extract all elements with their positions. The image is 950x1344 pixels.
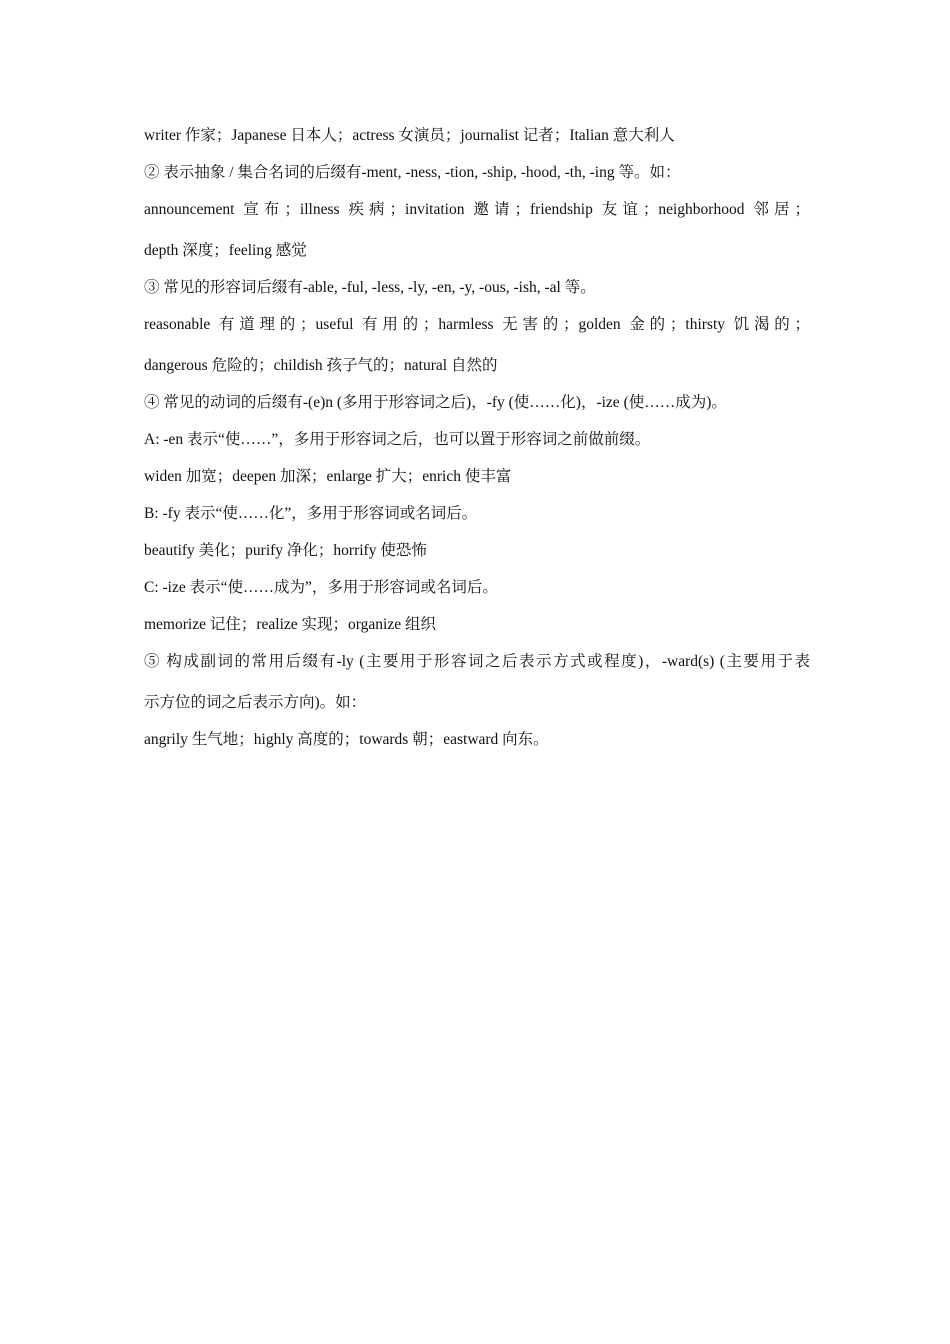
text-line-6: reasonable 有道理的；useful 有用的；harmless 无害的；golden 金的；thirsty 饥渴的；: [144, 316, 810, 333]
text-line-11: B: -fy 表示“使……化”，多用于形容词或名词后。: [144, 505, 478, 522]
text-line-15: ⑤ 构成副词的常用后缀有-ly (主要用于形容词之后表示方式或程度)，-ward(s) (主要用于表: [144, 653, 810, 670]
text-line-17: angrily 生气地；highly 高度的；towards 朝；eastward 向东。: [144, 731, 549, 748]
text-line-1: writer 作家；Japanese 日本人；actress 女演员；journalist 记者；Italian 意大利人: [144, 127, 675, 144]
text-line-8: ④ 常见的动词的后缀有-(e)n (多用于形容词之后)，-fy (使……化)，-ize (使……成为)。: [144, 394, 727, 411]
text-line-14: memorize 记住；realize 实现；organize 组织: [144, 616, 436, 633]
document-body: [144, 124, 810, 765]
text-line-3: announcement 宣布；illness 疾病；invitation 邀请；friendship 友谊；neighborhood 邻居；: [144, 201, 810, 218]
text-line-13: C: -ize 表示“使……成为”，多用于形容词或名词后。: [144, 579, 498, 596]
text-line-5: ③ 常见的形容词后缀有-able, -ful, -less, -ly, -en, -y, -ous, -ish, -al 等。: [144, 279, 596, 296]
text-line-16: 示方位的词之后表示方向)。如：: [144, 694, 367, 711]
text-line-10: widen 加宽；deepen 加深；enlarge 扩大；enrich 使丰富: [144, 468, 512, 485]
text-line-9: A: -en 表示“使……”，多用于形容词之后，也可以置于形容词之前做前缀。: [144, 431, 651, 448]
text-line-7: dangerous 危险的；childish 孩子气的；natural 自然的: [144, 357, 498, 374]
text-line-4: depth 深度；feeling 感觉: [144, 242, 307, 259]
text-line-2: ② 表示抽象 / 集合名词的后缀有-ment, -ness, -tion, -ship, -hood, -th, -ing 等。如：: [144, 164, 681, 181]
text-line-12: beautify 美化；purify 净化；horrify 使恐怖: [144, 542, 427, 559]
